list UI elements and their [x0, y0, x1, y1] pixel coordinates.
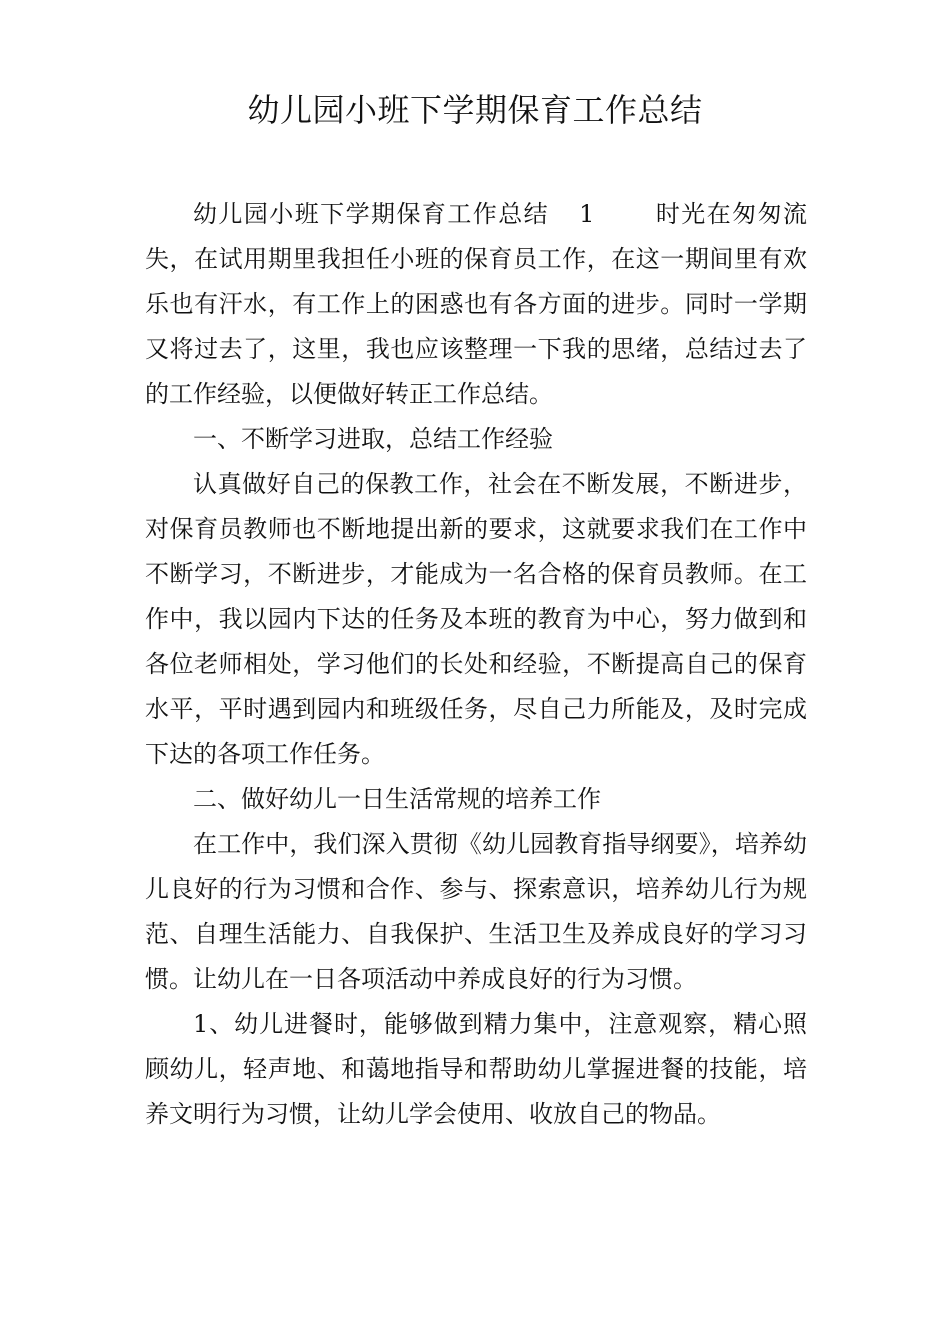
- section-heading-2: 二、做好幼儿一日生活常规的培养工作: [193, 785, 601, 813]
- body-paragraph: 1、幼儿进餐时，能够做到精力集中，注意观察，精心照顾幼儿，轻声地、和蔼地指导和帮助幼儿掌握进餐的技能，培养文明行为习惯，让幼儿学会使用、收放自己的物品。: [145, 1010, 807, 1128]
- intro-number: 1: [579, 200, 595, 228]
- intro-text: 时光在匆匆流失，在试用期里我担任小班的保育员工作，在这一期间里有欢乐也有汗水，有工作上的困惑也有各方面的进步。同时一学期又将过去了，这里，我也应该整理一下我的思绪，总结过去了的工作经验，以便做好转正工作总结。: [145, 200, 808, 408]
- intro-heading: 幼儿园小班下学期保育工作总结: [193, 200, 550, 228]
- body-paragraph: 认真做好自己的保教工作，社会在不断发展，不断进步，对保育员教师也不断地提出新的要求，这就要求我们在工作中不断学习，不断进步，才能成为一名合格的保育员教师。在工作中，我以园内下达的任务及本班的教育为中心，努力做到和各位老师相处，学习他们的长处和经验，不断提高自己的保育水平，平时遇到园内和班级任务，尽自己力所能及，及时完成下达的各项工作任务。: [145, 470, 807, 768]
- document-body: [145, 192, 807, 1137]
- document-title: 幼儿园小班下学期保育工作总结: [247, 91, 703, 129]
- intro-paragraph: [145, 192, 807, 417]
- section-heading-1: 一、不断学习进取，总结工作经验: [193, 425, 553, 453]
- body-paragraph: 在工作中，我们深入贯彻《幼儿园教育指导纲要》，培养幼儿良好的行为习惯和合作、参与、探索意识，培养幼儿行为规范、自理生活能力、自我保护、生活卫生及养成良好的学习习惯。让幼儿在一日各项活动中养成良好的行为习惯。: [145, 830, 807, 993]
